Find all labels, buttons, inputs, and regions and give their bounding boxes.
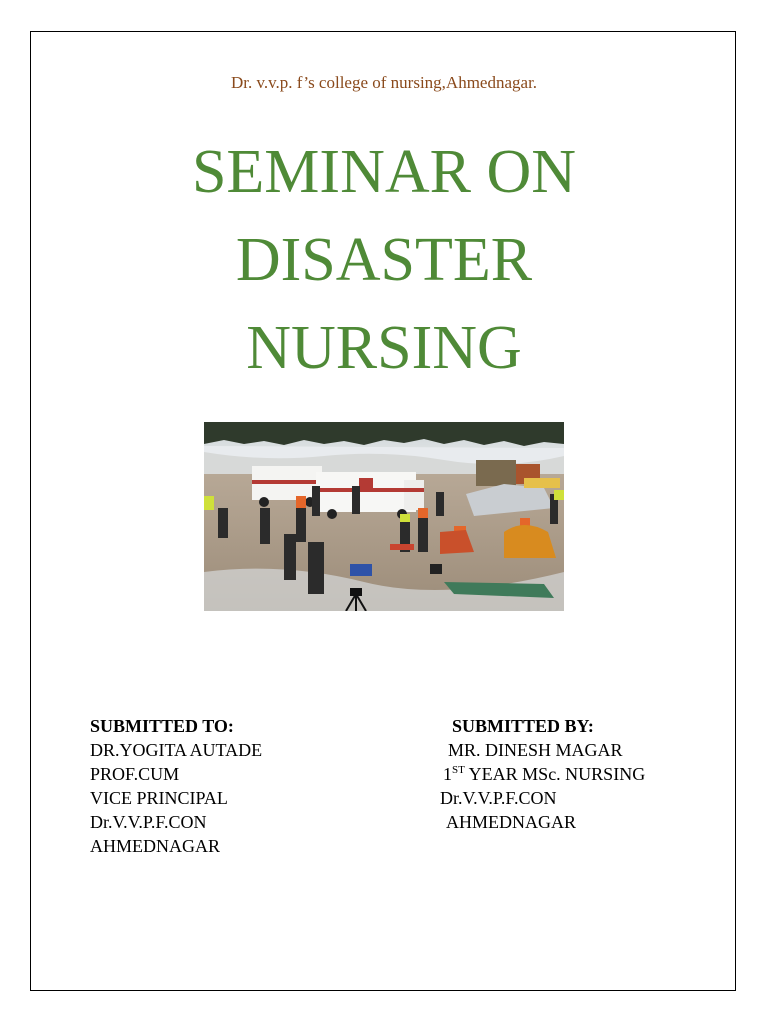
- submitter-city: AHMEDNAGAR: [446, 812, 576, 832]
- year-ordinal: ST: [452, 764, 465, 776]
- submitted-to-heading: SUBMITTED TO:: [90, 716, 234, 736]
- disaster-scene-photo: [204, 422, 564, 611]
- title-line-1: SEMINAR ON: [191, 138, 577, 206]
- submitted-by-block: [440, 714, 645, 834]
- submitted-to-block: [90, 714, 262, 858]
- year-number: 1: [443, 764, 452, 784]
- college-name: Dr. v.v.p. f’s college of nursing,Ahmednagar.: [230, 73, 538, 92]
- submitted-to-line: DR.YOGITA AUTADE: [90, 740, 263, 760]
- title-line-3: NURSING: [246, 314, 522, 382]
- submitted-by-heading: SUBMITTED BY:: [452, 716, 594, 736]
- submitted-to-line: Dr.V.V.P.F.CON: [90, 812, 207, 832]
- year-course: YEAR MSc. NURSING: [464, 764, 646, 784]
- seminar-title: [0, 128, 768, 392]
- submitter-name: MR. DINESH MAGAR: [448, 740, 623, 760]
- submitted-to-line: PROF.CUM: [90, 764, 180, 784]
- submitted-to-line: AHMEDNAGAR: [90, 836, 220, 856]
- submitter-college: Dr.V.V.P.F.CON: [440, 788, 557, 808]
- submitted-to-line: VICE PRINCIPAL: [90, 788, 228, 808]
- submitter-year: [440, 762, 645, 786]
- title-line-2: DISASTER: [235, 226, 533, 294]
